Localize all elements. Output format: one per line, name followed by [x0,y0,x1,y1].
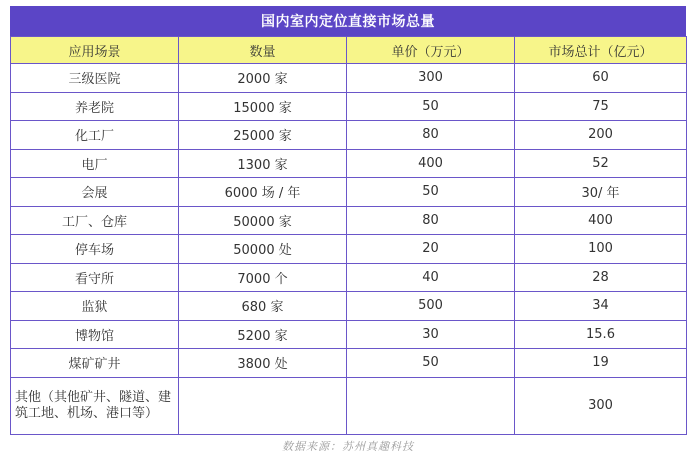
cell-quantity: 2000 家 [179,64,347,93]
cell-scenario: 停车场 [11,235,179,264]
cell-market-total: 34 [515,292,687,321]
cell-unit-price [347,377,515,434]
table-row [11,149,687,178]
cell-unit-price: 80 [347,206,515,235]
table-row [11,235,687,264]
cell-scenario: 煤矿矿井 [11,349,179,378]
cell-unit-price: 50 [347,349,515,378]
cell-unit-price: 80 [347,121,515,150]
table-row [11,206,687,235]
cell-unit-price: 30 [347,320,515,349]
cell-unit-price: 50 [347,178,515,207]
cell-quantity: 7000 个 [179,263,347,292]
cell-scenario: 会展 [11,178,179,207]
cell-unit-price: 20 [347,235,515,264]
cell-scenario: 电厂 [11,149,179,178]
cell-quantity: 680 家 [179,292,347,321]
cell-scenario: 养老院 [11,92,179,121]
cell-market-total: 75 [515,92,687,121]
cell-quantity: 5200 家 [179,320,347,349]
cell-market-total: 200 [515,121,687,150]
cell-quantity: 1300 家 [179,149,347,178]
cell-market-total: 19 [515,349,687,378]
cell-unit-price: 300 [347,64,515,93]
cell-quantity: 50000 处 [179,235,347,264]
cell-scenario: 其他（其他矿井、隧道、建筑工地、机场、港口等） [11,377,179,434]
cell-unit-price: 500 [347,292,515,321]
table-title: 国内室内定位直接市场总量 [10,6,686,36]
cell-scenario: 监狱 [11,292,179,321]
cell-quantity [179,377,347,434]
header-quantity: 数量 [179,37,347,64]
table-row [11,64,687,93]
table-row [11,121,687,150]
cell-scenario: 博物馆 [11,320,179,349]
market-table [10,36,687,435]
cell-market-total: 60 [515,64,687,93]
header-row [11,37,687,64]
table-row [11,178,687,207]
header-unit-price: 单价（万元） [347,37,515,64]
cell-scenario: 化工厂 [11,121,179,150]
market-table-container [10,6,686,435]
cell-quantity: 25000 家 [179,121,347,150]
header-scenario: 应用场景 [11,37,179,64]
table-row [11,92,687,121]
table-row [11,263,687,292]
cell-unit-price: 400 [347,149,515,178]
cell-market-total: 100 [515,235,687,264]
cell-scenario: 三级医院 [11,64,179,93]
header-market-total: 市场总计（亿元） [515,37,687,64]
cell-scenario: 工厂、仓库 [11,206,179,235]
cell-quantity: 6000 场 / 年 [179,178,347,207]
table-row [11,349,687,378]
cell-market-total: 400 [515,206,687,235]
cell-market-total: 15.6 [515,320,687,349]
cell-unit-price: 40 [347,263,515,292]
cell-unit-price: 50 [347,92,515,121]
cell-market-total: 28 [515,263,687,292]
cell-quantity: 3800 处 [179,349,347,378]
table-row [11,320,687,349]
cell-market-total: 52 [515,149,687,178]
table-row [11,292,687,321]
cell-scenario: 看守所 [11,263,179,292]
cell-quantity: 15000 家 [179,92,347,121]
cell-quantity: 50000 家 [179,206,347,235]
cell-market-total: 300 [515,377,687,434]
table-row [11,377,687,434]
data-source-caption: 数据来源：苏州真趣科技 [282,440,414,453]
cell-market-total: 30/ 年 [515,178,687,207]
